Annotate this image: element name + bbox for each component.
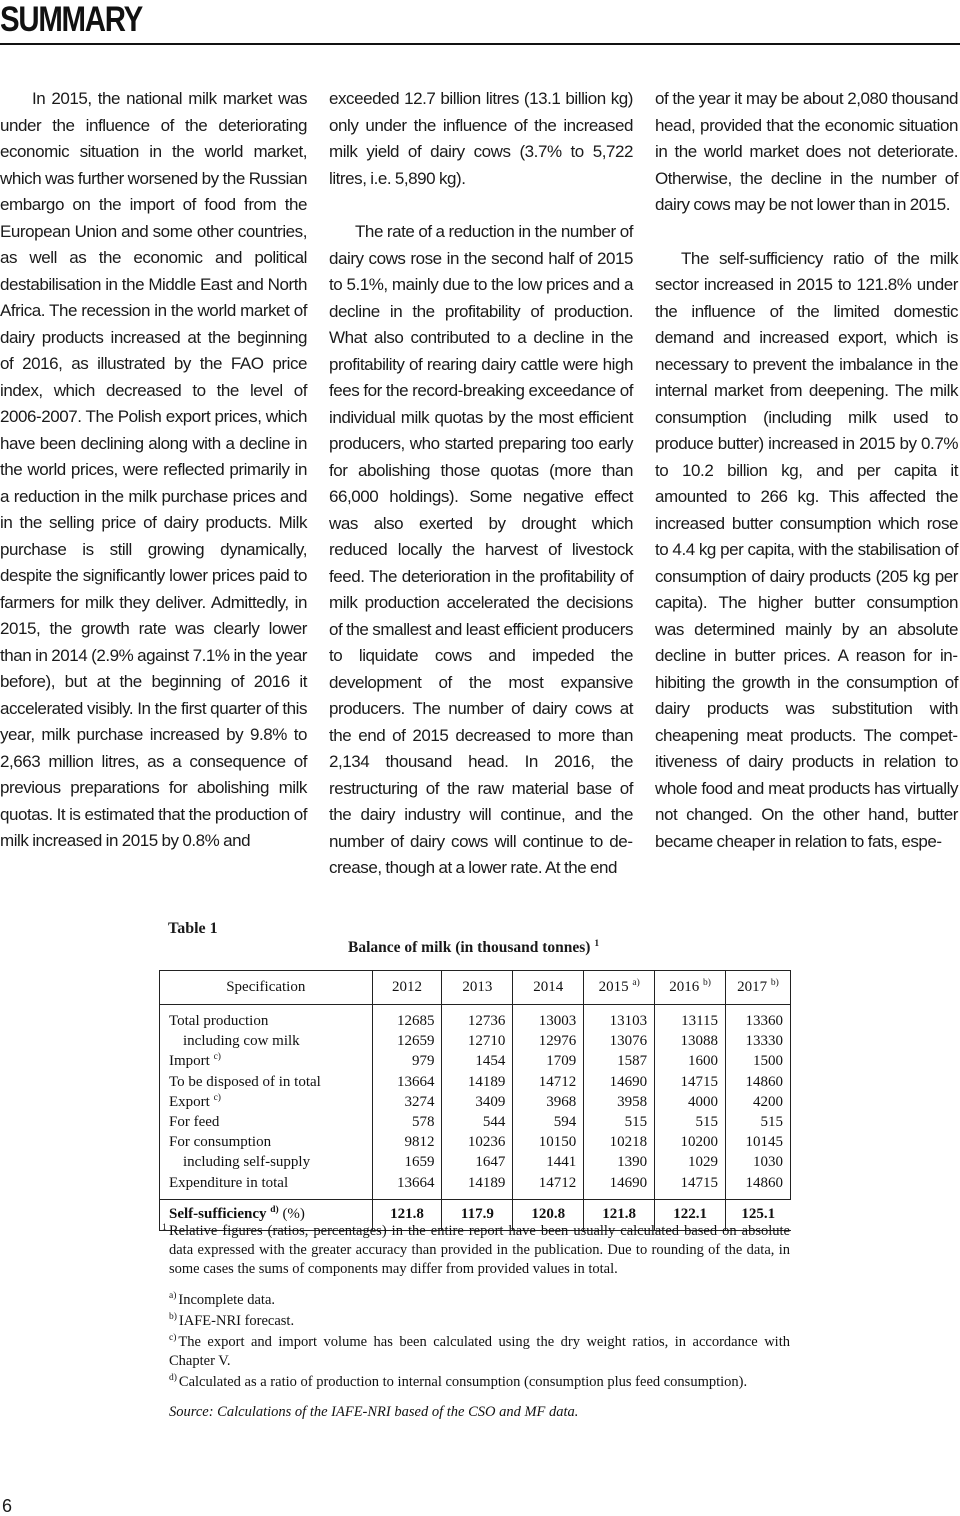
table-cell: 13664 [372,1072,442,1092]
table-cell: 515 [655,1112,726,1132]
table-cell: 3968 [513,1092,584,1112]
column-header-year: 2014 [513,971,584,1005]
table-cell: 14690 [584,1173,655,1200]
table-cell: 12976 [513,1031,584,1051]
source-note: Source: Calculations of the IAFE-NRI based of the CSO and MF data. [169,1404,579,1421]
table-cell: 1659 [372,1152,442,1172]
table-cell: 12659 [372,1031,442,1051]
table-cell: 13330 [726,1031,791,1051]
table-cell: 578 [372,1112,442,1132]
table-cell: 14715 [655,1072,726,1092]
table-cell: 1030 [726,1152,791,1172]
table-cell: 1587 [584,1051,655,1071]
table-cell: 1441 [513,1152,584,1172]
footnote-text: The export and import volume has been calculated using the dry weight ratios, in accordance with Chapter V. [169,1333,790,1369]
row-note: d) [270,1205,279,1216]
paragraph: of the year it may be about 2,080 thousand head, provided that the economic situation in the world market does not deteriorate. Otherwise, the decline in the number of dairy cows may be not lower than in 2015. [655,89,958,214]
row-label: Expenditure in total [160,1173,373,1200]
table-cell: 13115 [655,1005,726,1032]
table-cell: 13088 [655,1031,726,1051]
table-header-row [160,971,791,1005]
footnote-mark: a) [169,1291,177,1302]
table-cell: 1390 [584,1152,655,1172]
row-label: Total production [160,1005,373,1032]
paragraph: exceeded 12.7 billion litres (13.1 billion kg) only under the influence of the increased milk yield of dairy cows (3.7% to 5,722 litres, i.e. 5,890 kg). [329,89,633,188]
table-cell: 14712 [513,1072,584,1092]
footnote-text: Incomplete data. [178,1292,276,1309]
footnote [169,1373,790,1392]
year-note: b) [702,978,711,988]
footnote-text: IAFE-NRI forecast. [178,1313,295,1330]
table-cell: 1709 [513,1051,584,1071]
year-note: a) [632,978,640,988]
table-cell: 1029 [655,1152,726,1172]
footnote [162,1222,790,1278]
table-cell: 10150 [513,1132,584,1152]
table-cell: 14189 [442,1072,513,1092]
table-cell: 9812 [372,1132,442,1152]
table-cell: 13664 [372,1173,442,1200]
table-title-note: 1 [594,939,600,949]
text-column-1 [0,86,307,886]
table-cell: 13003 [513,1005,584,1032]
table-cell: 10218 [584,1132,655,1152]
column-header-year: 2012 [372,971,442,1005]
table-cell: 13360 [726,1005,791,1032]
table-cell: 544 [442,1112,513,1132]
table-cell: 12736 [442,1005,513,1032]
footnote [169,1291,790,1310]
table-row [160,1031,791,1051]
footnote-mark: 1 [162,1223,167,1233]
column-header-specification: Specification [160,971,373,1005]
table-cell: 14860 [726,1173,791,1200]
table-row [160,1005,791,1032]
column-header-year: 2016 $^{b)}$ [655,971,726,1005]
page-number: 6 [2,1496,13,1516]
table-row [160,1132,791,1152]
footnote-text: Relative figures (ratios, percentages) in the entire report have been usually calculated based on absolute data expressed with the greater accuracy than provided in the publication. Due to rounding of the data, in some cases the sums of components may differ from provided values in total. [169,1223,790,1277]
title-rule [0,43,960,45]
table-row [160,1051,791,1071]
table-cell: 515 [726,1112,791,1132]
table-cell: 10236 [442,1132,513,1152]
table-row [160,1152,791,1172]
table-cell: 14715 [655,1173,726,1200]
table-cell: 14690 [584,1072,655,1092]
row-label: Self-sufficiency $^{d)}$ (%) [160,1199,373,1230]
table-cell: 122.1 [655,1199,726,1230]
row-label: including self-supply [160,1152,373,1172]
table-row [160,1072,791,1092]
text-column-2 [329,86,633,886]
table-cell: 14860 [726,1072,791,1092]
table-cell: 3409 [442,1092,513,1112]
row-label: To be disposed of in total [160,1072,373,1092]
table-cell: 14712 [513,1173,584,1200]
table-cell: 1500 [726,1051,791,1071]
table-cell: 121.8 [584,1199,655,1230]
table-cell: 13103 [584,1005,655,1032]
footnote-text: Calculated as a ratio of production to internal consumption (consumption plus feed consumption). [178,1373,748,1390]
footnote-mark: d) [169,1372,177,1383]
table-cell: 4000 [655,1092,726,1112]
row-label: Export $^{c)}$ [160,1092,373,1112]
table-label: Table 1 [168,920,218,937]
table-cell: 121.8 [372,1199,442,1230]
table-cell: 515 [584,1112,655,1132]
year-note: b) [770,978,779,988]
table-notes [162,1222,790,1422]
table-cell: 4200 [726,1092,791,1112]
table-title-text: Balance of milk (in thousand tonnes) [348,939,591,956]
footnote [169,1333,790,1371]
table-cell: 594 [513,1112,584,1132]
table-cell: 979 [372,1051,442,1071]
table-cell: 14189 [442,1173,513,1200]
column-header-year: 2017 $^{b)}$ [726,971,791,1005]
row-note: c) [213,1052,221,1063]
table-cell: 12710 [442,1031,513,1051]
paragraph: The self-sufficiency ratio of the milk sector increased in 2015 to 121.8% under the influence of the limited domestic demand and increased export, which is necessary to prevent the imbalance in the internal market from deepening. The milk consumption (including milk used to produce butter) increased in 2015 by 0.7% to 10.2 billion kg, and per capita it amounted to 266 kg. This affected the increased butter consumption which rose to 4.4 kg per capita, with the stabilisation of consumption of dairy products (205 kg per capita). The higher butter consumption was determined mainly by an absolute decline in butter prices. A reason for inhibiting the growth in the consumption of dairy products was substitution with cheapening meat products. The competitiveness of dairy products in relation to whole food and meat products has virtually not changed. On the other hand, butter became cheaper in relation to fats, espe- [655,248,958,851]
table-cell: 10145 [726,1132,791,1152]
table-cell: 120.8 [513,1199,584,1230]
paragraph: In 2015, the national milk market was under the influence of the deteriorating economic situation in the world market, which was further worsened by the Russian embargo on the import of food from the European Union and some other countries, as well as the economic and political destabilisation in the Middle East and North Africa. The recession in the world market of dairy products increased at the beginning of 2016, as illustrated by the FAO price index, which decreased to the level of 2006-2007. The Polish export prices, which have been declining along with a decline in the world prices, were reflected primarily in a reduction in the milk purchase prices and in the selling price of dairy products. Milk purchase is still growing dynamically, despite the significantly lower prices paid to farmers for milk they deliver. Admittedly, in 2015, the growth rate was clearly lower than in 2014 (2.9% against 7.1% in the year before), but at the beginning of 2016 it accelerated visibly. In the first quarter of this year, milk purchase increased by 9.8% to 2,663 million litres, as a consequence of previous preparations for abolishing milk quotas. It is estimated that the production of milk increased in 2015 by 0.8% and [0,89,307,850]
text-column-3 [655,86,958,886]
row-label: For feed [160,1112,373,1132]
table-row [160,1173,791,1200]
footnote-mark: b) [169,1312,177,1323]
table-row [160,1092,791,1112]
table-cell: 3958 [584,1092,655,1112]
milk-balance-table [159,970,791,1231]
table-cell: 1647 [442,1152,513,1172]
table-cell: 117.9 [442,1199,513,1230]
row-label: including cow milk [160,1031,373,1051]
table-cell: 12685 [372,1005,442,1032]
table-cell: 125.1 [726,1199,791,1230]
table-cell: 1600 [655,1051,726,1071]
footnote [169,1312,790,1331]
footnote-mark: c) [169,1332,177,1343]
table-cell: 1454 [442,1051,513,1071]
table-title [348,939,599,957]
paragraph: The rate of a reduction in the number of dairy cows rose in the second half of 2015 to 5.1%, mainly due to the low prices and a decline in the profitability of production. What also contributed to a decline in the profitability of rearing dairy cattle were high fees for the record-breaking exceedance of individual milk quotas by the most efficient producers, who started preparing too early for abolishing those quotas (more than 66,000 holdings). Some negative effect was also exerted by drought which reduced locally the harvest of livestock feed. The deterioration in the profitability of milk production accelerated the decisions of the smallest and least efficient producers to liquidate cows and impeded the development of the most expansive producers. The number of dairy cows at the end of 2015 decreased to more than 2,134 thousand head. In 2016, the restructuring of the raw material base of the dairy industry will continue, and the number of dairy cows will continue to decrease, though at a lower rate. At the end [329,222,633,877]
table-row [160,1112,791,1132]
row-label: For consumption [160,1132,373,1152]
column-header-year: 2013 [442,971,513,1005]
column-header-year: 2015 $^{a)}$ [584,971,655,1005]
table-cell: 10200 [655,1132,726,1152]
page-title: SUMMARY [0,0,142,39]
table-cell: 3274 [372,1092,442,1112]
row-note: c) [213,1092,221,1103]
row-label: Import $^{c)}$ [160,1051,373,1071]
table-cell: 13076 [584,1031,655,1051]
